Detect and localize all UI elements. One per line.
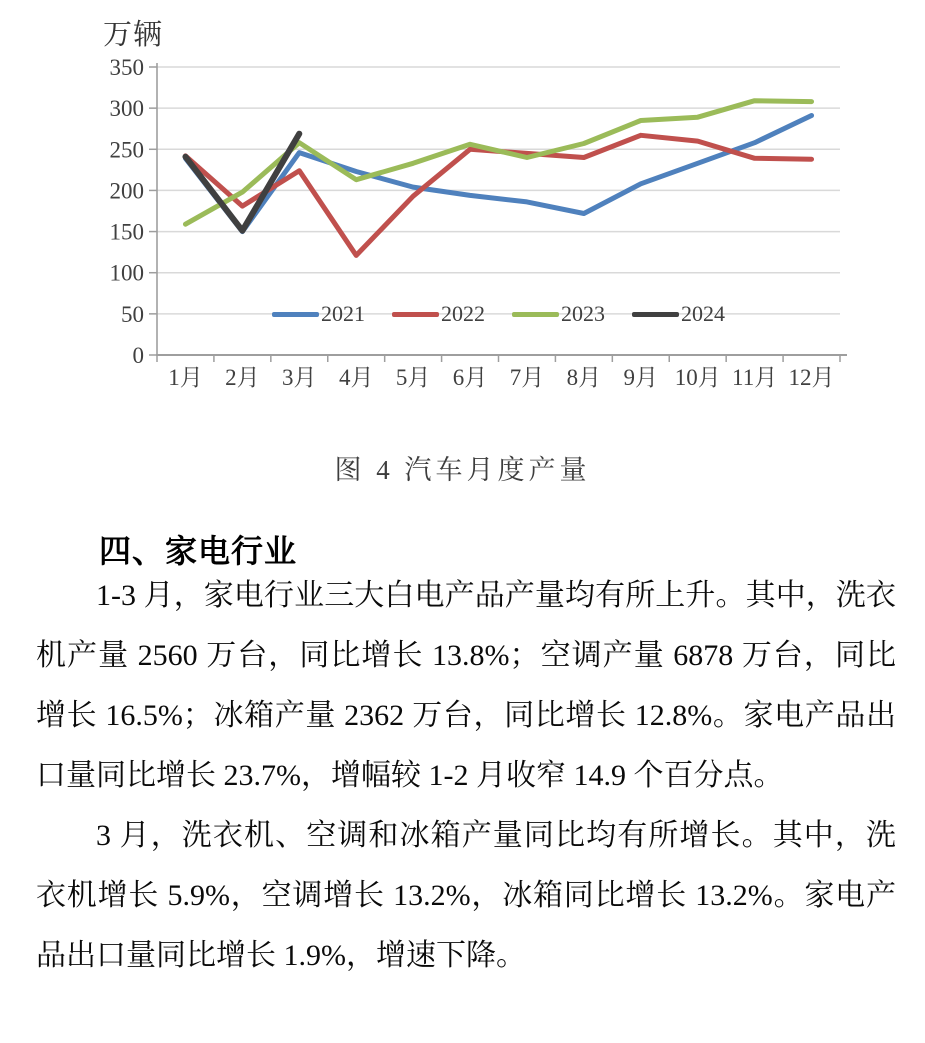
svg-text:6月: 6月 <box>452 365 488 390</box>
svg-text:0: 0 <box>132 343 144 368</box>
line-chart-canvas <box>0 0 925 400</box>
legend-item-2023 <box>512 301 605 327</box>
legend-item-2024 <box>632 301 725 327</box>
paragraph-appliance-q1: 1-3 月，家电行业三大白电产品产量均有所上升。其中，洗衣机产量 2560 万台，同比增长 13.8%；空调产量 6878 万台，同比增长 16.5%；冰箱产量 2362 万台，同比增长 12.8%。家电产品出口量同比增长 23.7%，增幅较 1-2 月收窄 14.9 个百分点。 <box>36 579 896 792</box>
chart-legend <box>157 301 840 327</box>
svg-text:11月: 11月 <box>732 365 778 390</box>
auto-production-chart <box>0 0 925 400</box>
section-heading: 四、家电行业 <box>99 533 298 569</box>
legend-label-2023: 2023 <box>561 301 605 326</box>
svg-text:2月: 2月 <box>225 365 260 390</box>
legend-label-2021: 2021 <box>321 301 365 326</box>
legend-swatch-2023 <box>512 312 559 317</box>
svg-text:3月: 3月 <box>282 365 317 390</box>
svg-text:300: 300 <box>109 96 144 122</box>
svg-text:150: 150 <box>109 219 144 245</box>
legend-item-2022 <box>392 301 485 327</box>
legend-swatch-2022 <box>392 312 439 317</box>
legend-label-2024: 2024 <box>681 301 725 326</box>
svg-text:10月: 10月 <box>674 365 721 390</box>
svg-text:5月: 5月 <box>395 365 431 390</box>
svg-text:350: 350 <box>109 55 144 80</box>
svg-text:1月: 1月 <box>168 365 203 390</box>
svg-text:8月: 8月 <box>566 365 602 390</box>
svg-text:4月: 4月 <box>338 365 374 390</box>
legend-label-2022: 2022 <box>441 301 485 326</box>
paragraph-appliance-march: 3 月，洗衣机、空调和冰箱产量同比均有所增长。其中，洗衣机增长 5.9%，空调增长 13.2%，冰箱同比增长 13.2%。家电产品出口量同比增长 1.9%，增速下降。 <box>36 819 896 972</box>
svg-text:200: 200 <box>109 178 144 204</box>
svg-text:50: 50 <box>121 301 144 327</box>
figure-caption: 图 4 汽车月度产量 <box>334 455 591 485</box>
legend-item-2021 <box>272 301 365 327</box>
y-axis-unit-label: 万辆 <box>103 19 164 51</box>
legend-swatch-2024 <box>632 312 679 317</box>
svg-text:9月: 9月 <box>623 365 659 390</box>
svg-text:12月: 12月 <box>788 365 835 390</box>
body-text <box>36 566 896 986</box>
svg-text:250: 250 <box>109 137 144 163</box>
svg-text:7月: 7月 <box>509 365 545 390</box>
svg-text:100: 100 <box>109 260 144 286</box>
legend-swatch-2021 <box>272 312 319 317</box>
